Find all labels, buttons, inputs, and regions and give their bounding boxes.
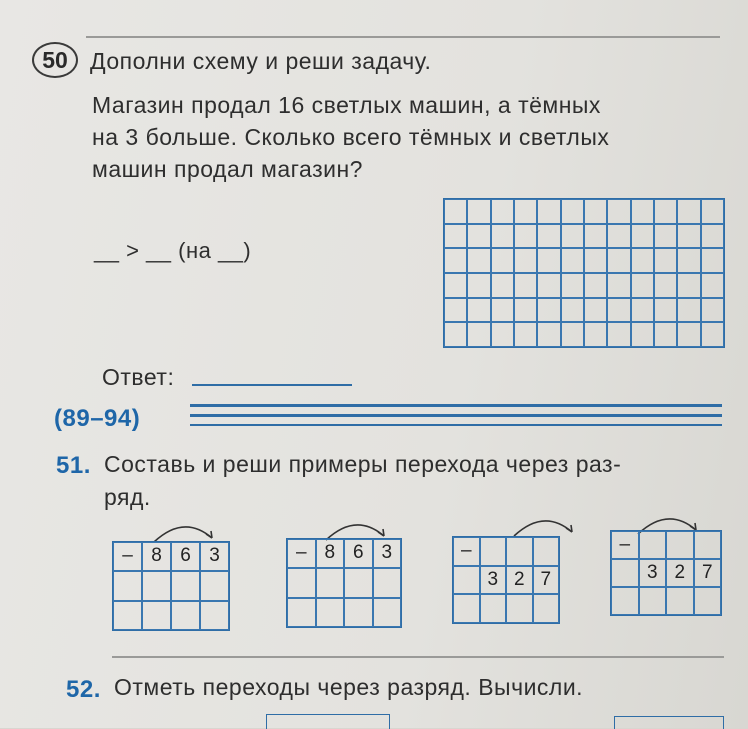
grid-cell[interactable] xyxy=(584,273,607,298)
example-2-digit: 3 xyxy=(373,539,402,568)
grid-cell[interactable] xyxy=(467,298,490,323)
grid-cell[interactable] xyxy=(631,322,654,347)
grid-cell[interactable] xyxy=(491,224,514,249)
example-2-sign: – xyxy=(287,539,316,568)
grid-cell[interactable] xyxy=(654,322,677,347)
grid-cell[interactable] xyxy=(654,248,677,273)
grid-cell[interactable] xyxy=(537,298,560,323)
transfer-arc-icon xyxy=(508,514,580,538)
grid-cell[interactable] xyxy=(491,322,514,347)
example-3-sign: – xyxy=(453,537,480,566)
grid-cell[interactable] xyxy=(444,224,467,249)
example-1-digit: 3 xyxy=(200,542,229,571)
section-rule-top xyxy=(190,404,722,407)
grid-cell[interactable] xyxy=(607,248,630,273)
partial-grid xyxy=(614,716,724,729)
task-50-line-1: Магазин продал 16 светлых машин, а тёмных xyxy=(92,92,601,118)
grid-cell[interactable] xyxy=(654,224,677,249)
grid-cell[interactable] xyxy=(514,199,537,224)
top-rule xyxy=(86,36,720,38)
comparison-scheme: __ > __ (на __) xyxy=(94,238,252,263)
example-3-grid[interactable] xyxy=(452,536,560,624)
section-label: (89–94) xyxy=(54,405,141,432)
grid-cell[interactable] xyxy=(654,273,677,298)
grid-cell[interactable] xyxy=(444,199,467,224)
grid-cell[interactable] xyxy=(467,224,490,249)
task-52-text: Отметь переходы через разряд. Вычисли. xyxy=(114,674,584,700)
grid-cell[interactable] xyxy=(607,224,630,249)
answer-line[interactable] xyxy=(192,384,352,386)
answer-label: Ответ: xyxy=(102,364,175,390)
grid-cell[interactable] xyxy=(677,248,700,273)
grid-cell[interactable] xyxy=(607,199,630,224)
grid-cell[interactable] xyxy=(607,322,630,347)
grid-cell[interactable] xyxy=(514,273,537,298)
grid-cell[interactable] xyxy=(584,248,607,273)
task-50-line-3: машин продал магазин? xyxy=(92,156,363,182)
grid-cell[interactable] xyxy=(561,224,584,249)
divider-rule xyxy=(112,656,724,658)
partial-grid xyxy=(266,714,390,729)
task-50-instruction: Дополни схему и реши задачу. xyxy=(90,48,432,74)
grid-cell[interactable] xyxy=(444,273,467,298)
grid-cell[interactable] xyxy=(631,224,654,249)
example-3-digit: 3 xyxy=(480,566,507,595)
grid-cell[interactable] xyxy=(491,199,514,224)
task-51-line-2: ряд. xyxy=(104,484,151,510)
grid-cell[interactable] xyxy=(584,298,607,323)
grid-cell[interactable] xyxy=(561,273,584,298)
example-3-digit: 2 xyxy=(506,566,533,595)
grid-cell[interactable] xyxy=(491,248,514,273)
task-52-number: 52. xyxy=(66,676,101,703)
grid-cell[interactable] xyxy=(631,298,654,323)
example-2-digit: 8 xyxy=(316,539,345,568)
grid-cell[interactable] xyxy=(677,322,700,347)
grid-cell[interactable] xyxy=(467,322,490,347)
example-1-digit: 8 xyxy=(142,542,171,571)
grid-cell[interactable] xyxy=(537,322,560,347)
grid-cell[interactable] xyxy=(584,224,607,249)
grid-cell[interactable] xyxy=(514,322,537,347)
grid-cell[interactable] xyxy=(701,224,724,249)
grid-cell[interactable] xyxy=(537,199,560,224)
example-1-sign: – xyxy=(113,542,142,571)
example-4-digit: 7 xyxy=(694,559,722,587)
grid-cell[interactable] xyxy=(631,199,654,224)
grid-cell[interactable] xyxy=(444,298,467,323)
grid-cell[interactable] xyxy=(654,199,677,224)
task-51-line-1: Составь и реши примеры перехода через раз- xyxy=(104,451,622,477)
grid-cell[interactable] xyxy=(701,248,724,273)
grid-cell[interactable] xyxy=(467,199,490,224)
grid-cell[interactable] xyxy=(444,322,467,347)
grid-cell[interactable] xyxy=(584,199,607,224)
grid-cell[interactable] xyxy=(584,322,607,347)
grid-cell[interactable] xyxy=(514,224,537,249)
grid-cell[interactable] xyxy=(491,273,514,298)
example-4-sign: – xyxy=(611,531,639,559)
grid-cell[interactable] xyxy=(537,273,560,298)
grid-cell[interactable] xyxy=(701,273,724,298)
grid-cell[interactable] xyxy=(701,322,724,347)
grid-cell[interactable] xyxy=(631,273,654,298)
example-4-digit: 3 xyxy=(639,559,667,587)
grid-cell[interactable] xyxy=(677,273,700,298)
grid-cell[interactable] xyxy=(654,298,677,323)
grid-cell[interactable] xyxy=(514,248,537,273)
grid-cell[interactable] xyxy=(537,248,560,273)
task-51-number: 51. xyxy=(56,452,91,479)
grid-cell[interactable] xyxy=(537,224,560,249)
grid-cell[interactable] xyxy=(514,298,537,323)
task-50-number: 50 xyxy=(32,42,78,78)
grid-cell[interactable] xyxy=(561,248,584,273)
grid-cell[interactable] xyxy=(607,273,630,298)
section-rule-middle xyxy=(190,414,722,417)
section-rule-bottom xyxy=(190,424,722,426)
grid-cell[interactable] xyxy=(701,199,724,224)
example-4-grid[interactable] xyxy=(610,530,722,616)
example-1-grid[interactable] xyxy=(112,541,230,631)
grid-cell[interactable] xyxy=(444,248,467,273)
grid-cell[interactable] xyxy=(607,298,630,323)
task-50-line-2: на 3 больше. Сколько всего тёмных и светлых xyxy=(92,124,610,150)
grid-cell[interactable] xyxy=(677,298,700,323)
grid-cell[interactable] xyxy=(491,298,514,323)
grid-cell[interactable] xyxy=(677,199,700,224)
example-2-digit: 6 xyxy=(344,539,373,568)
grid-cell[interactable] xyxy=(561,298,584,323)
example-1-digit: 6 xyxy=(171,542,200,571)
grid-cell[interactable] xyxy=(467,248,490,273)
grid-cell[interactable] xyxy=(561,322,584,347)
example-4-digit: 2 xyxy=(666,559,694,587)
solution-grid[interactable] xyxy=(443,198,725,348)
example-3-digit: 7 xyxy=(533,566,560,595)
grid-cell[interactable] xyxy=(677,224,700,249)
grid-cell[interactable] xyxy=(561,199,584,224)
example-2-grid[interactable] xyxy=(286,538,402,628)
grid-cell[interactable] xyxy=(467,273,490,298)
grid-cell[interactable] xyxy=(701,298,724,323)
grid-cell[interactable] xyxy=(631,248,654,273)
